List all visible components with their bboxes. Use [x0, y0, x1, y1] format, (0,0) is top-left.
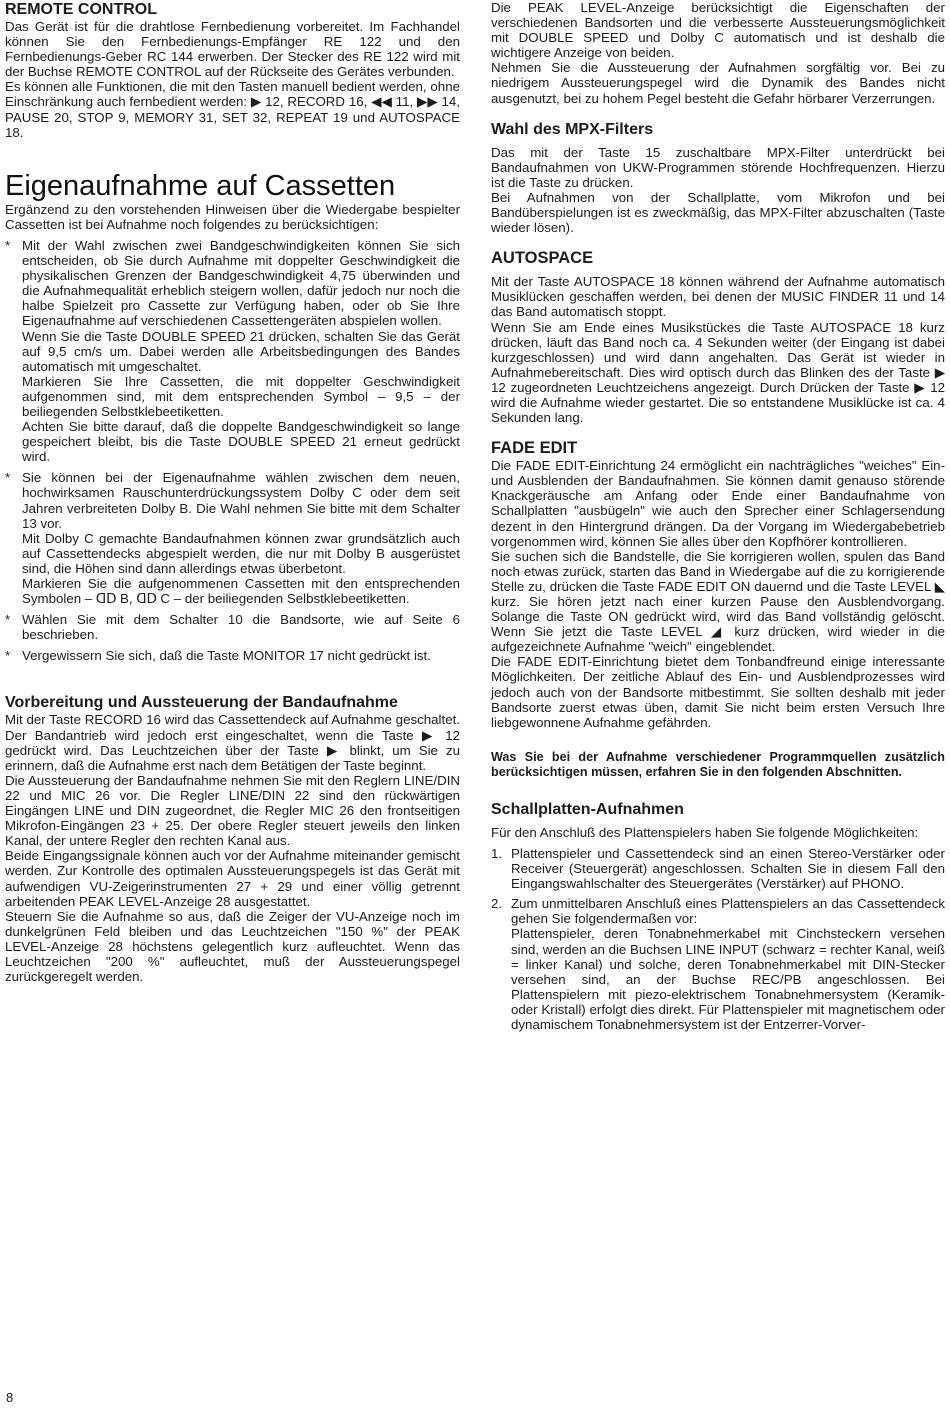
section-heading-autospace: AUTOSPACE — [491, 249, 594, 268]
list-item — [491, 846, 945, 891]
paragraph: * Wählen Sie mit dem Schalter 10 die Bandsorte, wie auf Seite 6 beschrieben. — [22, 612, 460, 643]
paragraph: Achten Sie bitte darauf, daß die doppelte Bandgeschwindigkeit so lange gespeichert bleibt, bis die Taste DOUBLE SPEED 21 erneut gedrückt wird. — [22, 419, 460, 465]
paragraph: Markieren Sie Ihre Cassetten, die mit doppelter Geschwindigkeit aufgenommen sind, mit dem entsprechenden Symbol – 9,5 – der beiliegenden Selbstklebeetiketten. — [22, 373, 460, 419]
paragraph: Die Aussteuerung der Bandaufnahme nehmen Sie mit den Reglern LINE/DIN 22 und MIC 26 vor. Die Regler LINE/DIN 22 sind den rückwärtigen Eingängen LINE und DIN zugeordnet, die Regler MIC 26 den frontseitigen Mikrofon-Eingängen 23 + 25. Der obere Regler steuert jeweils den linken Kanal, der untere Regler den rechten Kanal aus. — [5, 772, 460, 849]
bullet-list — [5, 238, 460, 664]
paragraph: Nehmen Sie die Aussteuerung der Aufnahmen sorgfältig vor. Bei zu niedrigem Aussteuerungspegel wird die Dynamik des Bandes nicht ausgenutzt, bei zu hohem Pegel besteht die Gefahr hörbarer Verzerrungen. — [491, 60, 945, 106]
paragraph: Markieren Sie die aufgenommenen Cassetten mit den entsprechenden Symbolen – ᗡᗞ B, ᗡᗞ C – der beiliegenden Selbstklebeetiketten. — [22, 576, 460, 607]
paragraph: * Vergewissern Sie sich, daß die Taste MONITOR 17 nicht gedrückt ist. — [22, 648, 431, 664]
section-heading-vorbereitung: Vorbereitung und Aussteuerung der Bandaufnahme — [5, 694, 398, 712]
left-column — [5, 0, 460, 984]
paragraph: Die FADE EDIT-Einrichtung 24 ermöglicht ein nachträgliches "weiches" Ein- und Ausblenden der Bandaufnahmen. Sie können damit genauso störende Knackgeräusche am Anfang oder Ende einer Bandaufnahme von Schallplatten "ausbügeln" wie auch den Sprecher einer Schlagersendung dezent in den Hintergrund drängen. Da der Vorgang im Wiedergabebetrieb vorgenommen wird, können Sie alles über den Kopfhörer kontrollieren. — [491, 458, 945, 549]
list-number: 2. — [491, 896, 503, 912]
paragraph: Es können alle Funktionen, die mit den Tasten manuell bedient werden, ohne Einschränkung auch fernbedient werden: ▶ 12, RECORD 16, ◀◀ 11, ▶▶ 14, PAUSE 20, STOP 9, MEMORY 31, SET 32, REPEAT 19 und AUTOSPACE 18. — [5, 79, 460, 140]
paragraph: Für den Anschluß des Plattenspielers haben Sie folgende Möglichkeiten: — [491, 824, 919, 840]
section-heading-mpx-filter: Wahl des MPX-Filters — [491, 120, 654, 138]
page-number: 8 — [6, 1390, 14, 1405]
section-heading-schallplatten: Schallplatten-Aufnahmen — [491, 800, 684, 818]
paragraph: * Mit der Wahl zwischen zwei Bandgeschwindigkeiten können Sie sich entscheiden, ob Sie durch Aufnahme mit doppelter Geschwindigkeit die physikalischen Grenzen der Bandgeschwindigkeit 4,75 überwinden und die Aufnahmequalität erheblich steigern wollen, dafür jedoch nur noch die halbe Spielzeit pro Cassette zur Verfügung haben, oder ob Sie Ihre Eigenaufnahme auf verschiedenen Cassettengeräten abspielen wollen. — [22, 237, 460, 329]
section-heading-remote-control: REMOTE CONTROL — [5, 1, 157, 18]
paragraph: Zum unmittelbaren Anschluß eines Plattenspielers an das Cassettendeck gehen Sie folgendermaßen vor: — [511, 896, 945, 927]
paragraph: Sie suchen sich die Bandstelle, die Sie korrigieren wollen, spulen das Band noch etwas zurück, starten das Band in Wiedergabe auf die zu korrigierende Stelle zu, drücken die Taste FADE EDIT ON dauernd und die Taste LEVEL ◣ kurz. Sie hören jetzt nach einer kurzen Pause den Ausblendvorgang. Solange die Taste ON gedrückt wird, wird das Band vollständig gelöscht. Wenn Sie jetzt die Taste LEVEL ◢ kurz drücken, wird wieder in die aufgezeichnete Aufnahme "weich" eingeblendet. — [491, 548, 945, 655]
paragraph: Beide Eingangssignale können auch vor der Aufnahme miteinander gemischt werden. Zur Kontrolle des optimalen Aussteuerungspegels ist das Gerät mit aufwendigen VU-Zeigerinstrumenten 27 + 29 und einer völlig getrennt arbeitenden PEAK LEVEL-Anzeige 28 ausgestattet. — [5, 848, 460, 909]
paragraph: Wenn Sie am Ende eines Musikstückes die Taste AUTOSPACE 18 kurz drücken, läuft das Band noch ca. 4 Sekunden weiter (der Eingang ist dabei kurzgeschlossen) und wird dann angehalten. Das Gerät ist wieder in Aufnahmebereitschaft. Dies wird optisch durch das Blinken des der Taste ▶ 12 zugeordneten Leuchtzeichens angezeigt. Durch Drücken der Taste ▶ 12 wird die Aufnahme wieder gestartet. Die so entstandene Musiklücke ist ca. 4 Sekunden lang. — [491, 319, 945, 426]
note-bold: Was Sie bei der Aufnahme verschiedener Programmquellen zusätzlich berücksichtigen müssen, erfahren Sie in den folgenden Abschnitten. — [491, 749, 945, 779]
section-heading-eigenaufnahme: Eigenaufnahme auf Cassetten — [5, 169, 396, 202]
list-item — [5, 238, 460, 464]
paragraph: Das mit der Taste 15 zuschaltbare MPX-Filter unterdrückt bei Bandaufnahmen von UKW-Programmen störende Hochfrequenzen. Hierzu ist die Taste zu drücken. — [491, 144, 945, 190]
list-item — [491, 896, 945, 1032]
paragraph: Steuern Sie die Aufnahme so aus, daß die Zeiger der VU-Anzeige noch im dunkelgrünen Feld bleiben und das Leuchtzeichen "150 %" der PEAK LEVEL-Anzeige 28 höchstens gelegentlich kurz aufleuchtet. Wenn das Leuchtzeichen "200 %" aufleuchtet, muß der Aussteuerungspegel zurückgeregelt werden. — [5, 908, 460, 985]
paragraph: Die FADE EDIT-Einrichtung bietet dem Tonbandfreund einige interessante Möglichkeiten. Der zeitliche Ablauf des Ein- und Ausblendprozesses wird jedoch auch von der Bandsorte mitbestimmt. Sie sollten deshalb mit jeder Bandsorte zuerst etwas üben, damit Sie nicht beim ersten Versuch Ihre liebgewonnene Aufnahme gefährden. — [491, 654, 945, 730]
paragraph: * Sie können bei der Eigenaufnahme wählen zwischen dem neuen, hochwirksamen Rauschunterdrückungssystem Dolby C oder dem seit Jahren verbreiteten Dolby B. Die Wahl nehmen Sie bitte mit dem Schalter 13 vor. — [22, 470, 460, 531]
paragraph: Mit der Taste AUTOSPACE 18 können während der Aufnahme automatisch Musiklücken geschaffen werden, bei denen der MUSIC FINDER 11 und 14 das Band automatisch stoppt. — [491, 274, 945, 320]
paragraph: Wenn Sie die Taste DOUBLE SPEED 21 drücken, schalten Sie das Gerät auf 9,5 cm/s um. Dabei werden alle Arbeitsbedingungen des Bandes automatisch mit umgeschaltet. — [22, 328, 460, 374]
list-item — [5, 648, 460, 663]
paragraph: Plattenspieler, deren Tonabnehmerkabel mit Cinchsteckern versehen sind, werden an die Buchsen LINE INPUT (schwarz = rechter Kanal, weiß = linker Kanal) und solche, deren Tonabnehmerkabel mit DIN-Stecker versehen sind, an der Buchse REC/PB angeschlossen. Bei Plattenspielern mit piezo-elektrischem Tonabnehmersystem (Keramik- oder Kristall) erfolgt dies direkt. Für Plattenspieler mit magnetischem oder dynamischem Tonabnehmersystem ist der Entzerrer-Vorver- — [511, 926, 945, 1032]
section-heading-fade-edit: FADE EDIT — [491, 439, 578, 458]
paragraph: Ergänzend zu den vorstehenden Hinweisen über die Wiedergabe bespielter Cassetten ist bei Aufnahme noch folgendes zu berücksichtigen: — [5, 201, 460, 232]
paragraph: Mit der Taste RECORD 16 wird das Cassettendeck auf Aufnahme geschaltet. Der Bandantrieb wird jedoch erst eingeschaltet, wenn die Taste ▶ 12 gedrückt wird. Das Leuchtzeichen über der Taste ▶ blinkt, um Sie zu erinnern, daß die Aufnahme erst nach dem Betätigen der Taste beginnt. — [5, 712, 460, 773]
paragraph: Mit Dolby C gemachte Bandaufnahmen können zwar grundsätzlich auch auf Cassettendecks abgespielt werden, die nur mit Dolby B ausgerüstet sind, die Höhen sind dann allerdings etwas überbetont. — [22, 530, 460, 576]
right-column — [491, 0, 945, 1032]
list-number: 1. — [491, 845, 503, 861]
paragraph: Bei Aufnahmen von der Schallplatte, vom Mikrofon und bei Bandüberspielungen ist es zweckmäßig, das MPX-Filter abzuschalten (Taste wieder lösen). — [491, 189, 945, 236]
paragraph: Plattenspieler und Cassettendeck sind an einen Stereo-Verstärker oder Receiver (Steuergerät) angeschlossen. Schalten Sie in diesem Fall den Eingangswahlschalter des Steuergerätes (Verstärker) auf PHONO. — [511, 845, 945, 892]
paragraph: Die PEAK LEVEL-Anzeige berücksichtigt die Eigenschaften der verschiedenen Bandsorten und die verbesserte Aussteuerungsmöglichkeit mit DOUBLE SPEED und Dolby C automatisch und ist deshalb die wichtigere Anzeige von beiden. — [491, 0, 945, 61]
numbered-list — [491, 846, 945, 1032]
list-item — [5, 612, 460, 642]
list-item — [5, 470, 460, 606]
paragraph: Das Gerät ist für die drahtlose Fernbedienung vorbereitet. Im Fachhandel können Sie den Fernbedienungs-Empfänger RE 122 und den Fernbedienungs-Geber RC 144 erwerben. Der Stecker des RE 122 wird mit der Buchse REMOTE CONTROL auf der Rückseite des Gerätes verbunden. — [5, 19, 460, 80]
